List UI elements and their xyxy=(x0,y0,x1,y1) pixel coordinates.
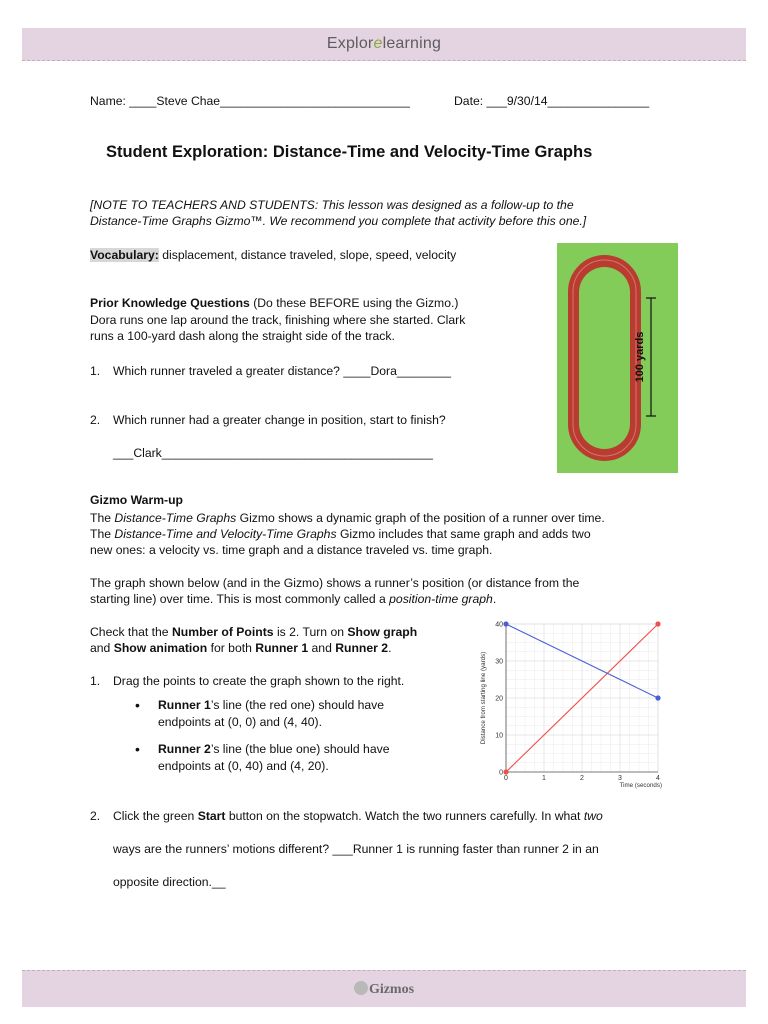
warmup-p2-line-2: starting line) over time. This is most commonly called a position-time graph. xyxy=(90,592,497,606)
gizmos-logo: Gizmos xyxy=(22,981,746,998)
prior-line-1: Dora runs one lap around the track, finishing where she started. Clark xyxy=(90,313,466,327)
warmup-q2-line-1: Click the green Start button on the stopwatch. Watch the two runners carefully. In what two xyxy=(113,809,603,823)
note-line-2: Distance-Time Graphs Gizmo™. We recommend you complete that activity before this one.] xyxy=(90,214,587,228)
bullet-1-line-2: endpoints at (0, 0) and (4, 40). xyxy=(158,715,322,729)
y-axis-label: Distance from starting line (yards) xyxy=(480,651,487,745)
y-tick-label: 20 xyxy=(495,695,503,703)
prior-q2-answer: ___Clark________________________________________ xyxy=(113,446,433,460)
bullet-2-marker: • xyxy=(135,741,140,757)
page-title: Student Exploration: Distance-Time and Velocity-Time Graphs xyxy=(106,143,593,161)
y-tick-label: 30 xyxy=(495,658,503,666)
x-tick-label: 4 xyxy=(656,775,660,782)
x-tick-label: 2 xyxy=(580,775,584,782)
series-2-point xyxy=(655,695,660,700)
y-tick-label: 40 xyxy=(495,621,503,629)
x-tick-label: 1 xyxy=(542,775,546,782)
infield xyxy=(579,267,630,449)
bullet-2-line-1: Runner 2’s line (the blue one) should have xyxy=(158,742,390,756)
prior-line-2: runs a 100-yard dash along the straight side of the track. xyxy=(90,329,395,343)
prior-q2: Which runner had a greater change in position, start to finish? xyxy=(113,413,446,427)
footer-bar xyxy=(22,970,746,1007)
bullet-1-marker: • xyxy=(135,697,140,713)
note-line-1: [NOTE TO TEACHERS AND STUDENTS: This lesson was designed as a follow-up to the xyxy=(90,198,574,212)
warmup-p2-line-1: The graph shown below (and in the Gizmo) shows a runner’s position (or distance from the xyxy=(90,576,580,590)
track-length-label: 100 yards xyxy=(634,331,646,383)
warmup-q1-number: 1. xyxy=(90,674,101,688)
position-time-graph xyxy=(476,616,666,794)
warmup-p1-line-3: new ones: a velocity vs. time graph and a distance traveled vs. time graph. xyxy=(90,543,493,557)
warmup-q1: Drag the points to create the graph shown to the right. xyxy=(113,674,405,688)
bullet-1-line-1: Runner 1’s line (the red one) should have xyxy=(158,698,385,712)
series-1-point xyxy=(655,621,660,626)
vocabulary-label: Vocabulary: xyxy=(90,248,159,262)
prior-q1-number: 1. xyxy=(90,364,101,378)
series-1-point xyxy=(503,769,508,774)
explorelearning-logo: Explorelearning xyxy=(326,35,442,52)
bullet-2-line-2: endpoints at (0, 40) and (4, 20). xyxy=(158,759,329,773)
prior-heading: Prior Knowledge Questions (Do these BEFORE using the Gizmo.) xyxy=(90,296,459,310)
name-line: Name: ____Steve Chae____________________________ xyxy=(90,94,410,108)
vocabulary-line: Vocabulary: displacement, distance traveled, slope, speed, velocity xyxy=(90,248,457,262)
x-tick-label: 0 xyxy=(504,775,508,782)
prior-q1: Which runner traveled a greater distance? ____Dora________ xyxy=(113,364,452,378)
series-2-point xyxy=(503,621,508,626)
date-line: Date: ___9/30/14_______________ xyxy=(454,94,650,108)
prior-q2-number: 2. xyxy=(90,413,101,427)
x-tick-label: 3 xyxy=(618,775,622,782)
y-tick-label: 10 xyxy=(495,732,503,740)
check-line-1: Check that the Number of Points is 2. Turn on Show graph xyxy=(90,625,418,639)
gizmos-logo-icon xyxy=(354,981,368,995)
x-axis-label: Time (seconds) xyxy=(619,782,662,789)
y-tick-label: 0 xyxy=(499,769,503,777)
warmup-q2-line-2: ways are the runners’ motions different? ___Runner 1 is running faster than runner 2 in an xyxy=(113,842,599,856)
warmup-q2-number: 2. xyxy=(90,809,101,823)
warmup-p1-line-1: The Distance-Time Graphs Gizmo shows a dynamic graph of the position of a runner over time. xyxy=(90,511,605,525)
check-line-2: and Show animation for both Runner 1 and Runner 2. xyxy=(90,641,392,655)
header-bar xyxy=(22,28,746,61)
track-illustration xyxy=(557,243,678,473)
warmup-q2-line-3: opposite direction.__ xyxy=(113,875,226,889)
warmup-p1-line-2: The Distance-Time and Velocity-Time Graphs Gizmo includes that same graph and adds two xyxy=(90,527,591,541)
warmup-heading: Gizmo Warm-up xyxy=(90,493,183,507)
